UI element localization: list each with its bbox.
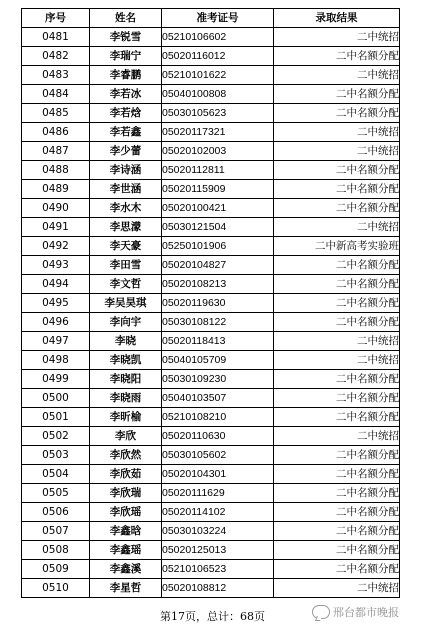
cell-seq: 0495 (22, 294, 90, 313)
cell-seq: 0500 (22, 389, 90, 408)
cell-result: 二中名额分配 (274, 484, 400, 503)
chat-bubble-icon (312, 605, 330, 619)
cell-seq: 0509 (22, 560, 90, 579)
cell-exam-id: 05210108210 (162, 408, 274, 427)
cell-seq: 0484 (22, 85, 90, 104)
cell-name: 李晓 (90, 332, 162, 351)
header-exam-id: 准考证号 (162, 9, 274, 28)
cell-exam-id: 05020115909 (162, 180, 274, 199)
cell-exam-id: 05210106523 (162, 560, 274, 579)
cell-exam-id: 05030105623 (162, 104, 274, 123)
cell-exam-id: 05020100421 (162, 199, 274, 218)
cell-name: 李睿鹏 (90, 66, 162, 85)
page-footer: 第17页，总计：68页 (160, 610, 265, 623)
cell-result: 二中名额分配 (274, 503, 400, 522)
cell-seq: 0490 (22, 199, 90, 218)
cell-name: 李欣然 (90, 446, 162, 465)
cell-exam-id: 05030108122 (162, 313, 274, 332)
cell-name: 李瑞宁 (90, 47, 162, 66)
header-result: 录取结果 (274, 9, 400, 28)
cell-name: 李吴昊琪 (90, 294, 162, 313)
cell-seq: 0496 (22, 313, 90, 332)
cell-exam-id: 05020108213 (162, 275, 274, 294)
cell-result: 二中名额分配 (274, 180, 400, 199)
table-row (22, 427, 400, 446)
cell-name: 李欣茹 (90, 465, 162, 484)
cell-name: 李锐雪 (90, 28, 162, 47)
cell-name: 李晓雨 (90, 389, 162, 408)
cell-seq: 0503 (22, 446, 90, 465)
table-row (22, 446, 400, 465)
cell-result: 二中名额分配 (274, 104, 400, 123)
cell-exam-id: 05020108812 (162, 579, 274, 598)
cell-exam-id: 05210101622 (162, 66, 274, 85)
cell-result: 二中名额分配 (274, 313, 400, 332)
table-row (22, 351, 400, 370)
cell-seq: 0481 (22, 28, 90, 47)
cell-result: 二中名额分配 (274, 408, 400, 427)
table-row (22, 199, 400, 218)
cell-seq: 0501 (22, 408, 90, 427)
cell-name: 李鑫瑶 (90, 541, 162, 560)
cell-result: 二中统招 (274, 579, 400, 598)
cell-name: 李田雪 (90, 256, 162, 275)
cell-result: 二中统招 (274, 123, 400, 142)
cell-exam-id: 05210106602 (162, 28, 274, 47)
cell-result: 二中名额分配 (274, 522, 400, 541)
cell-name: 李欣瑶 (90, 503, 162, 522)
watermark-text: 邢台都市晚报 (333, 606, 399, 619)
table-row (22, 180, 400, 199)
cell-result: 二中统招 (274, 66, 400, 85)
cell-name: 李晓凯 (90, 351, 162, 370)
table-row (22, 560, 400, 579)
cell-result: 二中名额分配 (274, 560, 400, 579)
table-row (22, 370, 400, 389)
cell-name: 李思濛 (90, 218, 162, 237)
cell-result: 二中新高考实验班 (274, 237, 400, 256)
cell-exam-id: 05020119630 (162, 294, 274, 313)
table-row (22, 161, 400, 180)
table-row (22, 408, 400, 427)
cell-name: 李向宇 (90, 313, 162, 332)
cell-name: 李欣 (90, 427, 162, 446)
cell-exam-id: 05030105602 (162, 446, 274, 465)
cell-result: 二中统招 (274, 142, 400, 161)
cell-exam-id: 05020118413 (162, 332, 274, 351)
cell-seq: 0507 (22, 522, 90, 541)
cell-exam-id: 05030109230 (162, 370, 274, 389)
cell-seq: 0494 (22, 275, 90, 294)
cell-name: 李星哲 (90, 579, 162, 598)
table-row (22, 218, 400, 237)
table-row (22, 503, 400, 522)
cell-result: 二中统招 (274, 427, 400, 446)
header-row (22, 9, 400, 28)
table-row (22, 313, 400, 332)
cell-name: 李鑫晗 (90, 522, 162, 541)
table-row (22, 484, 400, 503)
cell-seq: 0483 (22, 66, 90, 85)
cell-seq: 0492 (22, 237, 90, 256)
table-row (22, 522, 400, 541)
table-row (22, 332, 400, 351)
cell-seq: 0506 (22, 503, 90, 522)
cell-result: 二中统招 (274, 28, 400, 47)
cell-result: 二中名额分配 (274, 370, 400, 389)
table-row (22, 465, 400, 484)
cell-name: 李晓阳 (90, 370, 162, 389)
cell-result: 二中名额分配 (274, 199, 400, 218)
header-name: 姓名 (90, 9, 162, 28)
table-row (22, 28, 400, 47)
cell-name: 李昕榆 (90, 408, 162, 427)
cell-result: 二中名额分配 (274, 161, 400, 180)
cell-seq: 0487 (22, 142, 90, 161)
cell-seq: 0482 (22, 47, 90, 66)
cell-seq: 0489 (22, 180, 90, 199)
table-row (22, 579, 400, 598)
cell-seq: 0486 (22, 123, 90, 142)
table-body (22, 28, 400, 598)
cell-result: 二中名额分配 (274, 47, 400, 66)
cell-exam-id: 05020117321 (162, 123, 274, 142)
cell-exam-id: 05030103224 (162, 522, 274, 541)
table-row (22, 541, 400, 560)
cell-result: 二中名额分配 (274, 389, 400, 408)
table-row (22, 237, 400, 256)
table-row (22, 256, 400, 275)
cell-name: 李水木 (90, 199, 162, 218)
cell-seq: 0499 (22, 370, 90, 389)
cell-name: 李若鑫 (90, 123, 162, 142)
cell-name: 李天豪 (90, 237, 162, 256)
cell-exam-id: 05250101906 (162, 237, 274, 256)
cell-name: 李若冰 (90, 85, 162, 104)
cell-seq: 0497 (22, 332, 90, 351)
cell-name: 李欣瑞 (90, 484, 162, 503)
table-row (22, 47, 400, 66)
cell-exam-id: 05020104827 (162, 256, 274, 275)
cell-result: 二中统招 (274, 332, 400, 351)
cell-exam-id: 05020110630 (162, 427, 274, 446)
table-row (22, 85, 400, 104)
cell-name: 李少蕾 (90, 142, 162, 161)
watermark (312, 604, 399, 620)
table-header (22, 9, 400, 28)
cell-exam-id: 05020114102 (162, 503, 274, 522)
cell-exam-id: 05020111629 (162, 484, 274, 503)
table-row (22, 389, 400, 408)
table-row (22, 275, 400, 294)
cell-seq: 0510 (22, 579, 90, 598)
cell-seq: 0498 (22, 351, 90, 370)
cell-exam-id: 05020116012 (162, 47, 274, 66)
table-row (22, 142, 400, 161)
cell-exam-id: 05020112811 (162, 161, 274, 180)
cell-result: 二中名额分配 (274, 465, 400, 484)
table-row (22, 294, 400, 313)
cell-exam-id: 05020102003 (162, 142, 274, 161)
table-row (22, 123, 400, 142)
cell-result: 二中名额分配 (274, 256, 400, 275)
cell-seq: 0502 (22, 427, 90, 446)
header-seq: 序号 (22, 9, 90, 28)
cell-seq: 0493 (22, 256, 90, 275)
cell-seq: 0488 (22, 161, 90, 180)
cell-name: 李若焓 (90, 104, 162, 123)
cell-name: 李鑫溪 (90, 560, 162, 579)
cell-result: 二中统招 (274, 351, 400, 370)
cell-result: 二中名额分配 (274, 446, 400, 465)
cell-exam-id: 05020104301 (162, 465, 274, 484)
cell-name: 李世涵 (90, 180, 162, 199)
cell-exam-id: 05030121504 (162, 218, 274, 237)
cell-seq: 0505 (22, 484, 90, 503)
cell-exam-id: 05040105709 (162, 351, 274, 370)
admission-results-table (21, 8, 400, 598)
cell-result: 二中名额分配 (274, 541, 400, 560)
cell-seq: 0491 (22, 218, 90, 237)
cell-exam-id: 05040100808 (162, 85, 274, 104)
cell-name: 李诗涵 (90, 161, 162, 180)
cell-seq: 0485 (22, 104, 90, 123)
cell-exam-id: 05040103507 (162, 389, 274, 408)
cell-name: 李文哲 (90, 275, 162, 294)
cell-seq: 0504 (22, 465, 90, 484)
cell-seq: 0508 (22, 541, 90, 560)
cell-result: 二中统招 (274, 218, 400, 237)
cell-result: 二中名额分配 (274, 294, 400, 313)
cell-result: 二中名额分配 (274, 85, 400, 104)
table-row (22, 104, 400, 123)
table-row (22, 66, 400, 85)
cell-exam-id: 05020125013 (162, 541, 274, 560)
cell-result: 二中名额分配 (274, 275, 400, 294)
